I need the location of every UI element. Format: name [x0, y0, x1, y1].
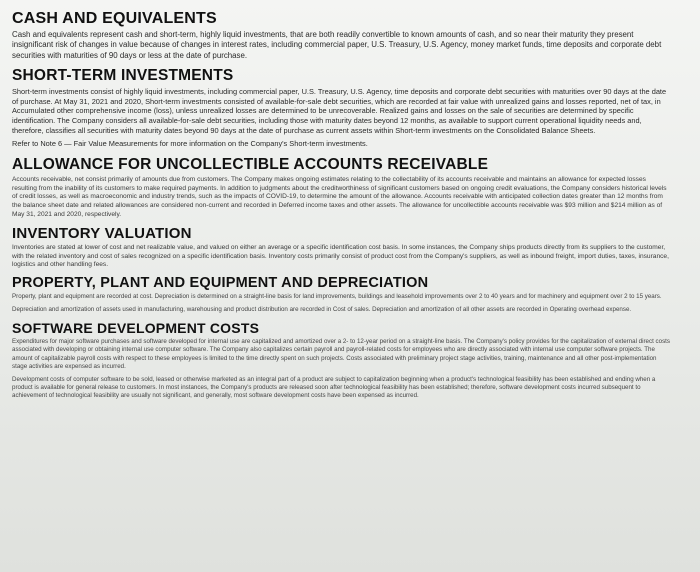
heading-cash-and-equivalents: CASH AND EQUIVALENTS — [12, 10, 217, 27]
paragraph-software-internal-use: Expenditures for major software purchases and software developed for internal use are capitalized and amortized over a 2- to 12-year period on a straight-line basis. The Company's policy provides for the capitalization of external direct costs associated with developing or obtaining internal use computer software. The Company also capitalizes certain payroll and payroll-related costs for employees who are directly associated with internal use computer software projects. The amount of capitalizable payroll costs with respect to these employees is limited to the time directly spent on such projects. Costs associated with preliminary project stage activities, training, maintenance and all other post-implementation stage activities are expensed as incurred. — [12, 337, 670, 371]
paragraph-ppe-depreciation: Property, plant and equipment are recorded at cost. Depreciation is determined on a straight-line basis for land improvements, buildings and leasehold improvements over 2 to 40 years and for machinery and equipment over 2 to 15 years. — [12, 293, 662, 301]
paragraph-software-for-sale: Development costs of computer software to be sold, leased or otherwise marketed as an integral part of a product are subject to capitalization beginning when a product's technological feasibility has been established and ending when a product is available for general release to customers. In most instances, the Company's products are released soon after technological feasibility has been established; therefore, software development costs incurred subsequent to achievement of technological feasibility are usually not significant, and generally, most software development costs have been expensed as incurred. — [12, 375, 656, 400]
paragraph-ppe-amortization: Depreciation and amortization of assets used in manufacturing, warehousing and product distribution are recorded in Cost of sales. Depreciation and amortization of all other assets are recorded in Operating overhead expense. — [12, 305, 632, 313]
paragraph-cash-and-equivalents: Cash and equivalents represent cash and short-term, highly liquid investments, that are both readily convertible to known amounts of cash, and so near their maturity they present insignificant risk of changes in value because of changes in interest rates, including commercial paper, U.S. Treasury, U.S. Agency, money market funds, time deposits and corporate debt securities with maturities of 90 days or less at the date of purchase. — [12, 30, 662, 60]
heading-allowance-uncollectible: ALLOWANCE FOR UNCOLLECTIBLE ACCOUNTS RECEIVABLE — [12, 155, 489, 173]
heading-short-term-investments: SHORT-TERM INVESTMENTS — [12, 67, 234, 85]
paragraph-allowance-uncollectible: Accounts receivable, net consist primarily of amounts due from customers. The Company makes ongoing estimates relating to the collectability of its accounts receivable and maintains an allowance for expected losses resulting from the inability of its customers to make required payments. In addition to judgments about the creditworthiness of significant customers based on ongoing credit evaluations, the Company considers historical levels of credit losses, as well as macroeconomic and industry trends, such as the impacts of COVID-19, to determine the amount of the allowance. Accounts receivable with anticipated collection dates greater than 12 months from the balance sheet date and related allowances are considered non-current and recorded in Deferred income taxes and other assets. The allowance for uncollectible accounts receivable was $93 million and $214 million as of May 31, 2021 and 2020, respectively. — [12, 175, 667, 218]
paragraph-short-term-investments: Short-term investments consist of highly liquid investments, including commercial paper, U.S. Treasury, U.S. Agency, time deposits and corporate debt securities with maturities over 90 days at the date of purchase. At May 31, 2021 and 2020, Short-term investments consisted of available-for-sale debt securities, which are recorded at fair value with unrealized gains and losses reported, net of tax, in Accumulated other comprehensive income (loss), unless unrealized losses are determined to be unrecoverable. Realized gains and losses on the sale of securities are determined by specific identification. The Company considers all available-for-sale debt securities, including those with maturity dates beyond 12 months, as available to support current operational liquidity needs and, therefore, classifies all securities with maturity dates beyond 90 days at the date of purchase as current assets within Short-term investments on the Consolidated Balance Sheets. — [12, 87, 667, 135]
paragraph-inventory-valuation: Inventories are stated at lower of cost and net realizable value, and valued on either an average or a specific identification cost basis. In some instances, the Company ships products directly from its suppliers to the customer, with the related inventory and cost of sales recognized on a specific identification basis. Inventory costs primarily consist of product cost from the Company's suppliers, as well as inbound freight, import duties, taxes, insurance, logistics and other handling fees. — [12, 243, 669, 269]
heading-software-development-costs: SOFTWARE DEVELOPMENT COSTS — [12, 319, 260, 336]
heading-property-plant-equipment: PROPERTY, PLANT AND EQUIPMENT AND DEPRECIATION — [12, 275, 429, 292]
note-fair-value-reference: Refer to Note 6 — Fair Value Measurements for more information on the Company's Short-term investments. — [12, 139, 368, 149]
heading-inventory-valuation: INVENTORY VALUATION — [12, 224, 192, 242]
